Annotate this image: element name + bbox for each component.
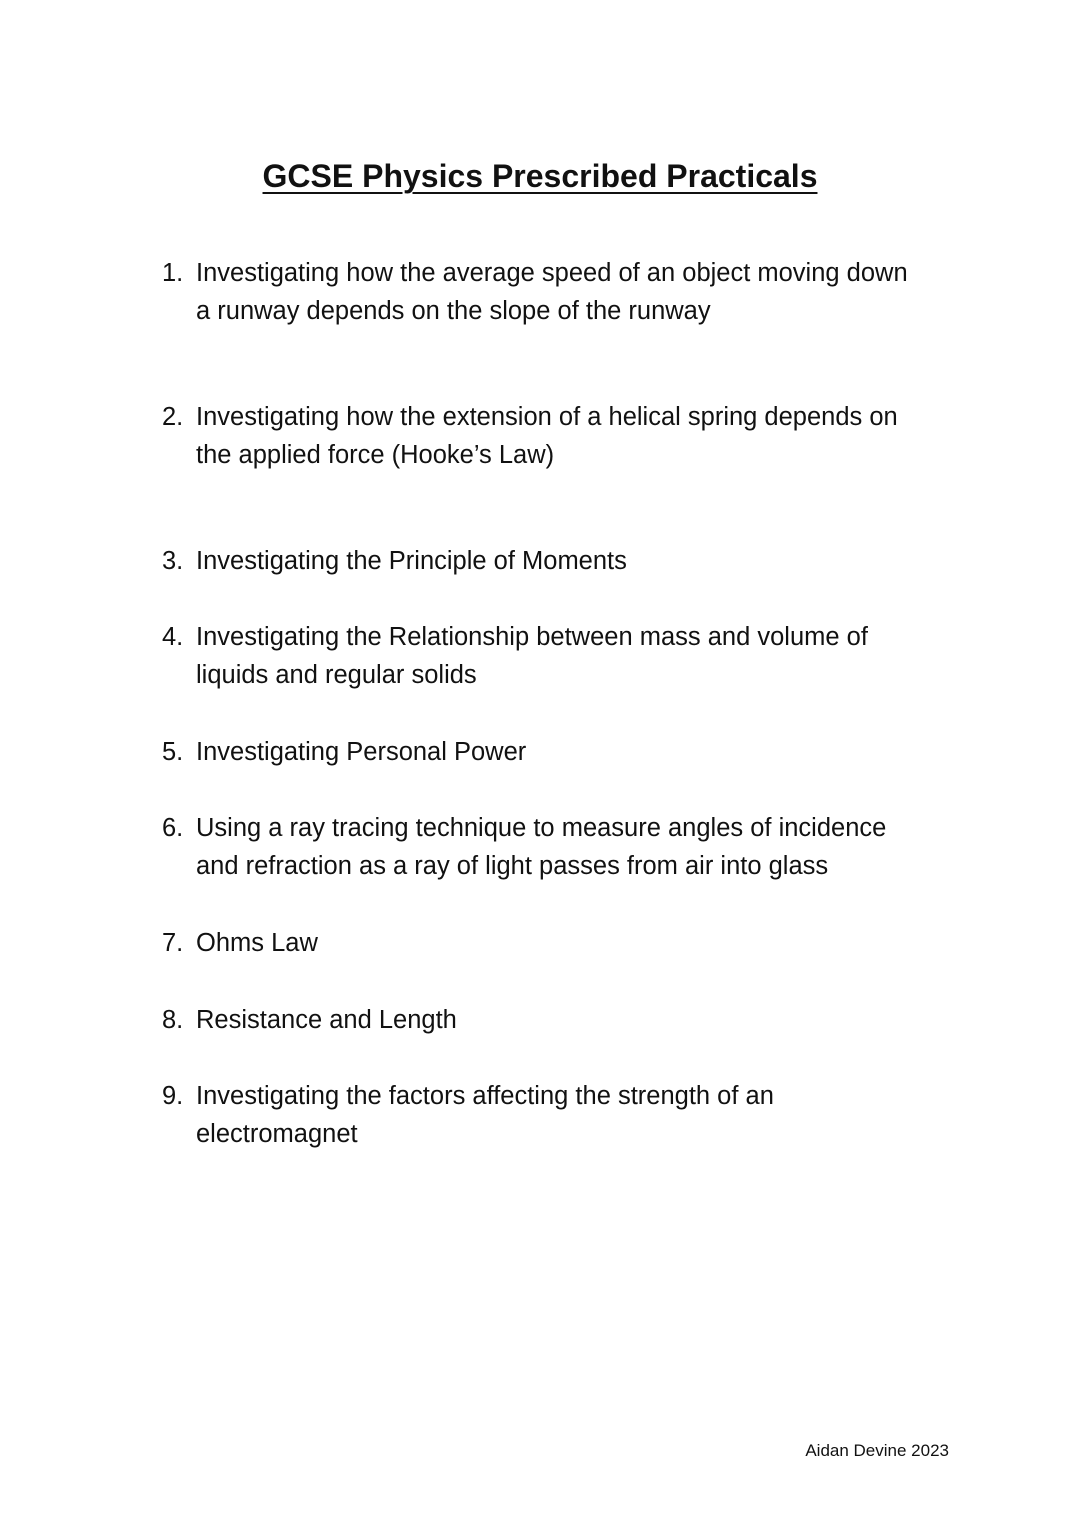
practical-description: Investigating the factors affecting the strength of an electromagnet <box>196 1082 774 1148</box>
practical-number: 4. <box>162 623 184 651</box>
page-title-text: GCSE Physics Prescribed Practicals <box>262 158 818 195</box>
practical-item-3 <box>162 542 962 580</box>
practical-item-2 <box>162 398 962 474</box>
practical-description: Investigating how the extension of a helical spring depends on the applied force (Hooke’s Law) <box>196 403 898 469</box>
practical-item-5 <box>162 733 962 771</box>
practical-description: Resistance and Length <box>196 1006 457 1034</box>
practical-description: Investigating the Principle of Moments <box>196 547 627 575</box>
practical-number: 1. <box>162 259 184 287</box>
practical-item-9 <box>162 1077 962 1153</box>
practical-number: 6. <box>162 814 184 842</box>
practical-item-7 <box>162 924 962 962</box>
practical-description: Ohms Law <box>196 929 318 957</box>
practical-description: Investigating how the average speed of an object moving down a runway depends on the slope of the runway <box>196 259 908 325</box>
practical-number: 3. <box>162 547 184 575</box>
practical-description: Investigating Personal Power <box>196 738 527 766</box>
practical-description: Investigating the Relationship between mass and volume of liquids and regular solids <box>196 623 868 689</box>
practical-number: 9. <box>162 1082 184 1110</box>
author-footer: Aidan Devine 2023 <box>805 1441 949 1460</box>
practical-description: Using a ray tracing technique to measure angles of incidence and refraction as a ray of light passes from air into glass <box>196 814 887 880</box>
practical-number: 7. <box>162 929 184 957</box>
practical-number: 5. <box>162 738 184 766</box>
practical-item-8 <box>162 1001 962 1039</box>
practical-item-4 <box>162 618 962 694</box>
practical-item-1 <box>162 254 962 330</box>
practical-number: 2. <box>162 403 184 431</box>
practical-number: 8. <box>162 1006 184 1034</box>
page-title <box>0 157 1080 195</box>
practical-item-6 <box>162 809 962 885</box>
